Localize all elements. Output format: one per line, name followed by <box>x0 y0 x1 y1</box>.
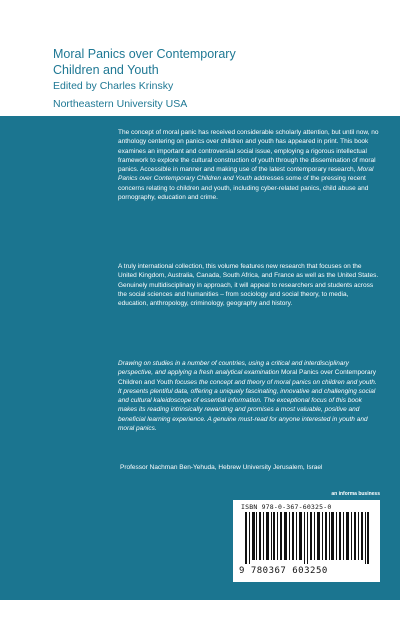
barcode-digits: 9 780367 603250 <box>239 566 328 576</box>
blurb-p1-end: addresses some of the pressing recent concerns relating to children and youth, including cyber-related panics, child abuse and pornography, education and crime. <box>118 175 369 202</box>
quote-book-title: Moral Panics over Contemporary Children and Youth <box>118 369 376 386</box>
publisher-group: Taylor & Francis Group <box>63 624 127 631</box>
informa-tagline: an informa business <box>331 491 380 497</box>
blurb-p2-text: A truly international collection, this volume features new research that focuses on the United Kingdom, Australia, Canada, South Africa, and France as well as the United States. Genuinely multidisciplinary in approach, it will appeal to researchers and students across the social sciences and humanities – from sociology and social theory, to media, education, anthropology, criminology, geography and history. <box>118 263 379 308</box>
blurb-p1-start: The concept of moral panic has received considerable scholarly attention, but until now, no anthology centering on panics over children and youth has appeared in print. This book examines an important and controversial social issue, employing a rigorous intellectual framework to explore the cultural construction of youth through the dissemination of moral panics. Accessible in manner and making use of the latest contemporary research, <box>118 129 379 174</box>
cover-header <box>0 0 400 116</box>
publisher-name: Routledge <box>62 604 132 623</box>
blurb-paragraph-2 <box>118 262 380 308</box>
back-cover-panel <box>0 116 400 638</box>
blurb-p1-italic-title: Moral Panics over Contemporary Children and Youth <box>118 166 374 183</box>
routledge-logo-icon <box>38 603 60 643</box>
isbn-label: ISBN 978-0-367-60325-0 <box>241 503 332 511</box>
barcode-panel <box>233 500 380 582</box>
quote-part-1: Drawing on studies in a number of countries, using a critical and interdisciplinary perspective, and applying a fresh analytical examination <box>118 360 349 377</box>
blurb-paragraph-1 <box>118 128 380 202</box>
quote-attribution: Professor Nachman Ben-Yehuda, Hebrew University Jerusalem, Israel <box>120 464 323 471</box>
barcode-icon <box>245 512 369 564</box>
book-title-line-1: Moral Panics over Contemporary <box>53 47 236 61</box>
book-title <box>53 46 373 78</box>
book-title-line-2: Children and Youth <box>53 63 159 77</box>
quote-part-2: focuses the concept and theory of moral panics on children and youth. It presents plentiful data, offering a uniquely fascinating, innovative and challenging social and cultural kaleidoscope of essential information. The exceptional focus of this book makes its reading intrinsically rewarding and promises a most valuable, positive and beneficial learning experience. A genuine must-read for anyone interested in youth and moral panics. <box>118 378 377 433</box>
endorsement-quote <box>118 359 380 433</box>
editor-credit: Edited by Charles Krinsky <box>53 80 174 92</box>
publisher-url[interactable]: www.routledge.com <box>63 632 116 638</box>
editor-affiliation: Northeastern University USA <box>53 98 188 110</box>
